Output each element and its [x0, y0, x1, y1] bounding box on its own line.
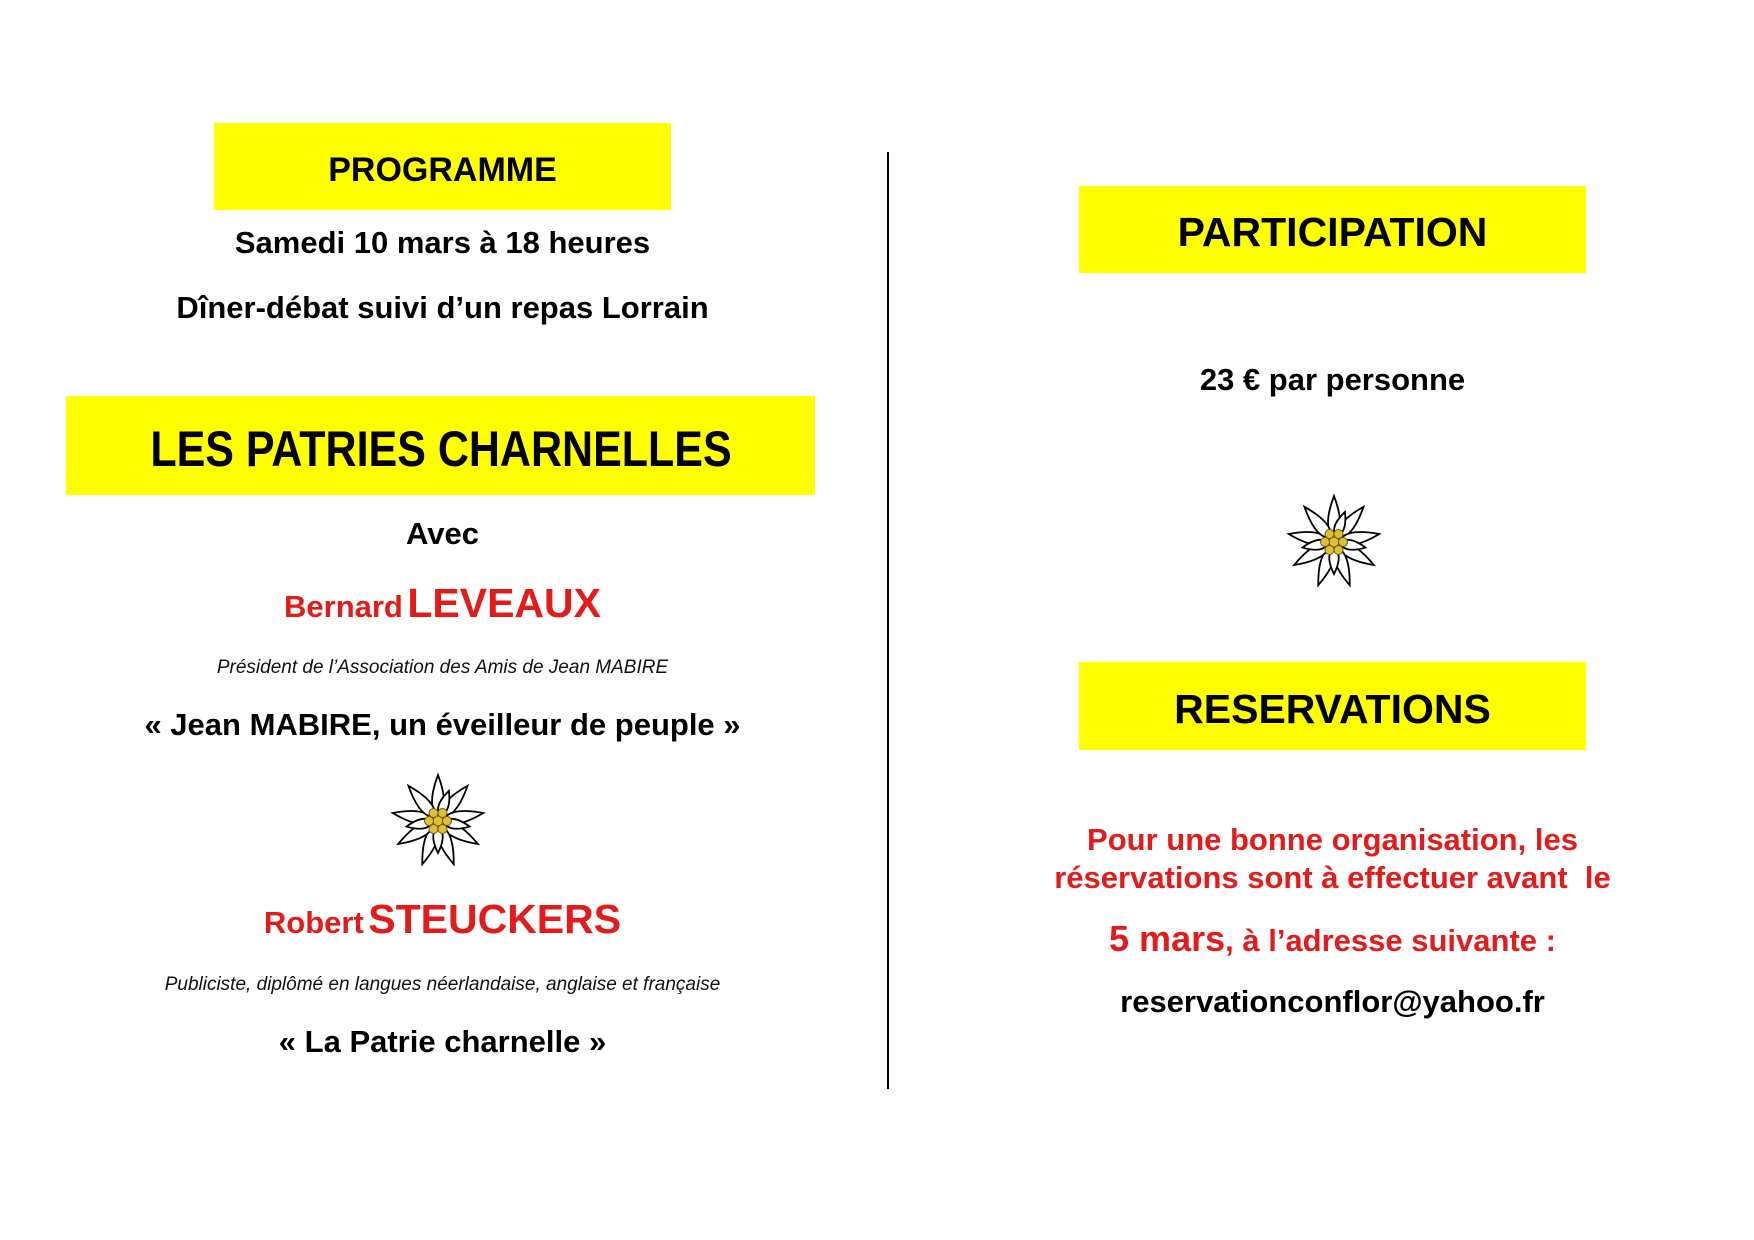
- event-title: LES PATRIES CHARNELLES: [149, 420, 732, 477]
- speaker1-description: Président de l’Association des Amis de Jean MABIRE: [216, 657, 669, 678]
- reservations-label: RESERVATIONS: [1174, 685, 1491, 732]
- participation-banner: [1079, 186, 1586, 273]
- reservation-email: reservationconflor@yahoo.fr: [1120, 984, 1545, 1019]
- reservation-line2: réservations sont à effectuer avant le: [1054, 860, 1611, 895]
- price-line: 23 € par personne: [1199, 362, 1466, 397]
- speaker1-first-name: Bernard: [284, 589, 403, 624]
- title-banner: [66, 396, 815, 495]
- deadline-line: [1000, 918, 1665, 960]
- avec-label: Avec: [406, 516, 479, 551]
- deadline-rest: , à l’adresse suivante :: [1225, 923, 1556, 958]
- column-divider: [887, 152, 889, 1089]
- date-line: Samedi 10 mars à 18 heures: [234, 225, 651, 260]
- dinner-line: Dîner-débat suivi d’un repas Lorrain: [176, 290, 709, 325]
- speaker2-description: Publiciste, diplômé en langues néerlandaise, anglaise et française: [164, 974, 721, 995]
- edelweiss-icon: [1284, 492, 1384, 592]
- deadline-date: 5 mars: [1109, 918, 1226, 959]
- programme-banner: [214, 123, 671, 210]
- programme-label: PROGRAMME: [328, 151, 557, 189]
- reservation-line1: Pour une bonne organisation, les: [1087, 822, 1578, 857]
- speaker1-name: [140, 580, 745, 627]
- reservations-banner: [1079, 662, 1586, 750]
- speaker1-last-name: LEVEAUX: [407, 580, 601, 626]
- speaker2-last-name: STEUCKERS: [368, 896, 622, 942]
- speaker2-talk: « La Patrie charnelle »: [278, 1024, 607, 1059]
- edelweiss-icon: [388, 771, 488, 871]
- speaker2-name: [140, 896, 745, 943]
- speaker1-talk: « Jean MABIRE, un éveilleur de peuple »: [144, 707, 741, 742]
- speaker2-first-name: Robert: [263, 905, 364, 940]
- participation-label: PARTICIPATION: [1177, 209, 1488, 255]
